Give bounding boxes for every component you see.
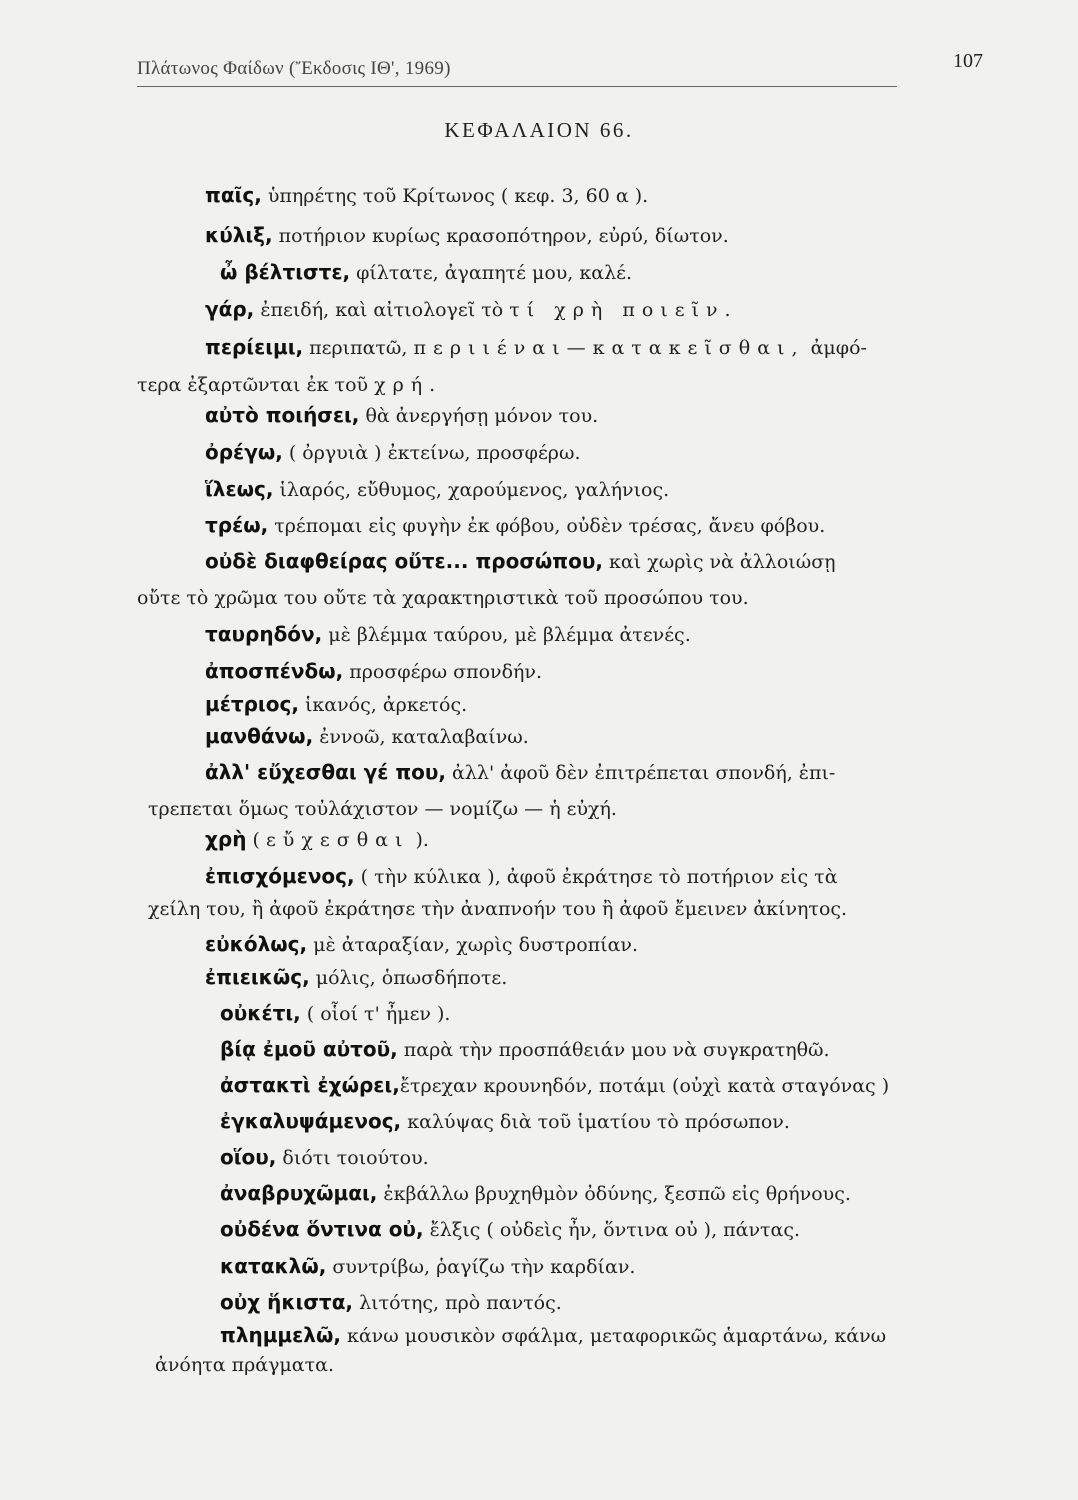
entry-definition: παρὰ τὴν προσπάθειάν μου νὰ συγκρατηθῶ.: [397, 1039, 830, 1061]
glossary-entry: [220, 257, 632, 288]
entry-term: ἀναβρυχῶμαι,: [220, 1181, 378, 1205]
entry-definition: ( τὴν κύλικα ), ἀφοῦ ἐκράτησε τὸ ποτήριον εἰς τὰ: [354, 866, 838, 888]
entry-term: κύλιξ,: [205, 223, 273, 247]
entry-term: παῖς,: [205, 183, 262, 207]
entry-definition: ἔτρεχαν κρουνηδόν, ποτάμι (οὐχὶ κατὰ σταγόνας ): [399, 1075, 890, 1097]
glossary-entry: [205, 721, 529, 752]
entry-term: ἀστακτὶ ἐχώρει,: [220, 1073, 400, 1097]
entry-term: χρὴ: [205, 827, 247, 851]
entry-definition: ἱκανός, ἀρκετός.: [298, 694, 468, 716]
page-header: [137, 48, 983, 88]
entry-continuation: τρεπεται ὅμως τοὐλάχιστον — νομίζω — ἡ εὐχή.: [148, 798, 617, 820]
entry-term: τρέω,: [205, 513, 269, 537]
entry-definition: κάνω μουσικὸν σφάλμα, μεταφορικῶς ἁμαρτάνω, κάνω: [340, 1325, 887, 1347]
entry-spaced-text: χρή.: [374, 374, 443, 396]
entry-term: οἵου,: [220, 1145, 277, 1169]
glossary-entry: [205, 929, 638, 960]
entry-definition: λιτότης, πρὸ παντός.: [353, 1292, 562, 1314]
glossary-entry: [220, 1034, 830, 1065]
entry-spaced-text: τί χρὴ ποιεῖν.: [509, 299, 738, 321]
entry-definition: ( ὀργυιὰ ) ἐκτείνω, προσφέρω.: [282, 442, 581, 464]
entry-continuation: τερα ἐξαρτῶνται ἐκ τοῦ: [137, 374, 375, 396]
entry-definition-tail: ἀμφό-: [804, 337, 867, 359]
glossary-continuation-line: [137, 583, 749, 613]
glossary-entry: [205, 510, 825, 541]
glossary-entry: [220, 1251, 635, 1282]
glossary-entry: [220, 998, 450, 1029]
entry-spaced-text: εὔχεσθαι: [265, 829, 410, 851]
entry-term: οὐκέτι,: [220, 1001, 301, 1025]
entry-term: μανθάνω,: [205, 724, 314, 748]
glossary-entry: [205, 656, 542, 687]
entry-definition: περιπατῶ,: [303, 337, 414, 359]
entry-term: πλημμελῶ,: [220, 1323, 341, 1347]
glossary-continuation-line: [148, 894, 847, 924]
glossary-entry: [205, 294, 738, 325]
glossary-entry: [220, 1142, 429, 1173]
entry-term: κατακλῶ,: [220, 1254, 327, 1278]
page-number: 107: [953, 50, 983, 72]
entry-term: ἀλλ' εὔχεσθαι γέ που,: [205, 760, 447, 784]
glossary-entry: [205, 757, 835, 788]
entry-definition: καὶ χωρὶς νὰ ἀλλοιώσῃ: [602, 551, 836, 573]
glossary-entry: [205, 962, 507, 993]
entry-definition-tail: ).: [409, 829, 429, 851]
entry-definition: μὲ βλέμμα ταύρου, μὲ βλέμμα ἀτενές.: [322, 624, 691, 646]
entry-continuation: ἀνόητα πράγματα.: [155, 1354, 334, 1376]
entry-term: περίειμι,: [205, 335, 304, 359]
entry-term: οὐδένα ὅντινα οὐ,: [220, 1217, 424, 1241]
glossary-continuation-line: [155, 1350, 334, 1380]
entry-term: ταυρηδόν,: [205, 622, 323, 646]
glossary-entry: [205, 220, 729, 251]
glossary-entry: [205, 180, 648, 211]
entry-term: οὐδὲ διαφθείρας οὔτε... προσώπου,: [205, 549, 603, 573]
entry-definition: ποτήριον κυρίως κρασοπότηρον, εὐρύ, δίωτον.: [272, 225, 729, 247]
entry-term: γάρ,: [205, 297, 255, 321]
entry-term: ὀρέγω,: [205, 440, 283, 464]
entry-term: ἵλεως,: [205, 477, 274, 501]
entry-definition: συντρίβω, ῥαγίζω τὴν καρδίαν.: [326, 1256, 636, 1278]
entry-definition: φίλτατε, ἀγαπητέ μου, καλέ.: [350, 262, 633, 284]
entry-term: οὐχ ἥκιστα,: [220, 1290, 354, 1314]
entry-term: μέτριος,: [205, 692, 299, 716]
glossary-continuation-line: [137, 370, 442, 400]
glossary-entry: [205, 437, 581, 468]
entry-definition: ( οἷοί τ' ἦμεν ).: [300, 1003, 451, 1025]
glossary-entry: [220, 1178, 851, 1209]
entry-definition: θὰ ἀνεργήσῃ μόνον του.: [359, 405, 599, 427]
chapter-title: ΚΕΦΑΛΑΙΟΝ 66.: [444, 118, 634, 142]
entry-term: εὐκόλως,: [205, 932, 308, 956]
glossary-entry: [205, 546, 836, 577]
glossary-entry: [205, 332, 867, 363]
entry-definition: τρέπομαι εἰς φυγὴν ἐκ φόβου, οὐδὲν τρέσας, ἄνευ φόβου.: [268, 515, 826, 537]
glossary-entry: [205, 619, 691, 650]
entry-definition: ὑπηρέτης τοῦ Κρίτωνος ( κεφ. 3, 60 α ).: [261, 185, 649, 207]
glossary-entry: [205, 474, 669, 505]
header-rule: [137, 86, 897, 87]
entry-definition: ἐννοῶ, καταλαβαίνω.: [313, 726, 529, 748]
glossary-entry: [220, 1106, 790, 1137]
entry-continuation: οὔτε τὸ χρῶμα του οὔτε τὰ χαρακτηριστικὰ τοῦ προσώπου του.: [137, 587, 749, 609]
glossary-entry: [205, 824, 429, 855]
entry-definition: (: [246, 829, 266, 851]
entry-continuation: χείλη του, ἢ ἀφοῦ ἐκράτησε τὴν ἀναπνοήν του ἢ ἀφοῦ ἔμεινεν ἀκίνητος.: [148, 898, 848, 920]
entry-definition: προσφέρω σπονδήν.: [343, 661, 543, 683]
glossary-continuation-line: [148, 794, 617, 824]
glossary-entry: [220, 1214, 800, 1245]
entry-term: ἐγκαλυψάμενος,: [220, 1109, 402, 1133]
entry-definition: ἀλλ' ἀφοῦ δὲν ἐπιτρέπεται σπονδή, ἐπι-: [446, 762, 836, 784]
entry-definition: καλύψας διὰ τοῦ ἱματίου τὸ πρόσωπον.: [401, 1111, 790, 1133]
entry-term: ἐπισχόμενος,: [205, 864, 355, 888]
entry-term: ἐπιεικῶς,: [205, 965, 310, 989]
entry-spaced-text: περιιέναι—κατακεῖσθαι,: [413, 337, 805, 359]
running-head: Πλάτωνος Φαίδων (Ἔκδοσις ΙΘ', 1969): [137, 58, 451, 79]
entry-definition: διότι τοιούτου.: [276, 1147, 429, 1169]
glossary-entry: [205, 861, 838, 892]
glossary-entry: [205, 400, 598, 431]
entry-term: αὐτὸ ποιήσει,: [205, 403, 360, 427]
entry-definition: ἐπειδή, καὶ αἰτιολογεῖ τὸ: [254, 299, 510, 321]
entry-definition: ἔλξις ( οὐδεὶς ἦν, ὅντινα οὐ ), πάντας.: [423, 1219, 801, 1241]
glossary-entry: [205, 689, 467, 720]
entry-term: ἀποσπένδω,: [205, 659, 344, 683]
entry-term: βίᾳ ἐμοῦ αὐτοῦ,: [220, 1037, 398, 1061]
entry-definition: μόλις, ὁπωσδήποτε.: [309, 967, 508, 989]
entry-term: ὦ βέλτιστε,: [220, 260, 351, 284]
glossary-entry: [220, 1320, 886, 1351]
entry-definition: μὲ ἀταραξίαν, χωρὶς δυστροπίαν.: [307, 934, 639, 956]
entry-definition: ἱλαρός, εὔθυμος, χαρούμενος, γαλήνιος.: [273, 479, 670, 501]
glossary-entry: [220, 1070, 889, 1101]
glossary-entry: [220, 1287, 562, 1318]
entry-definition: ἐκβάλλω βρυχηθμὸν ὀδύνης, ξεσπῶ εἰς θρήνους.: [377, 1183, 851, 1205]
